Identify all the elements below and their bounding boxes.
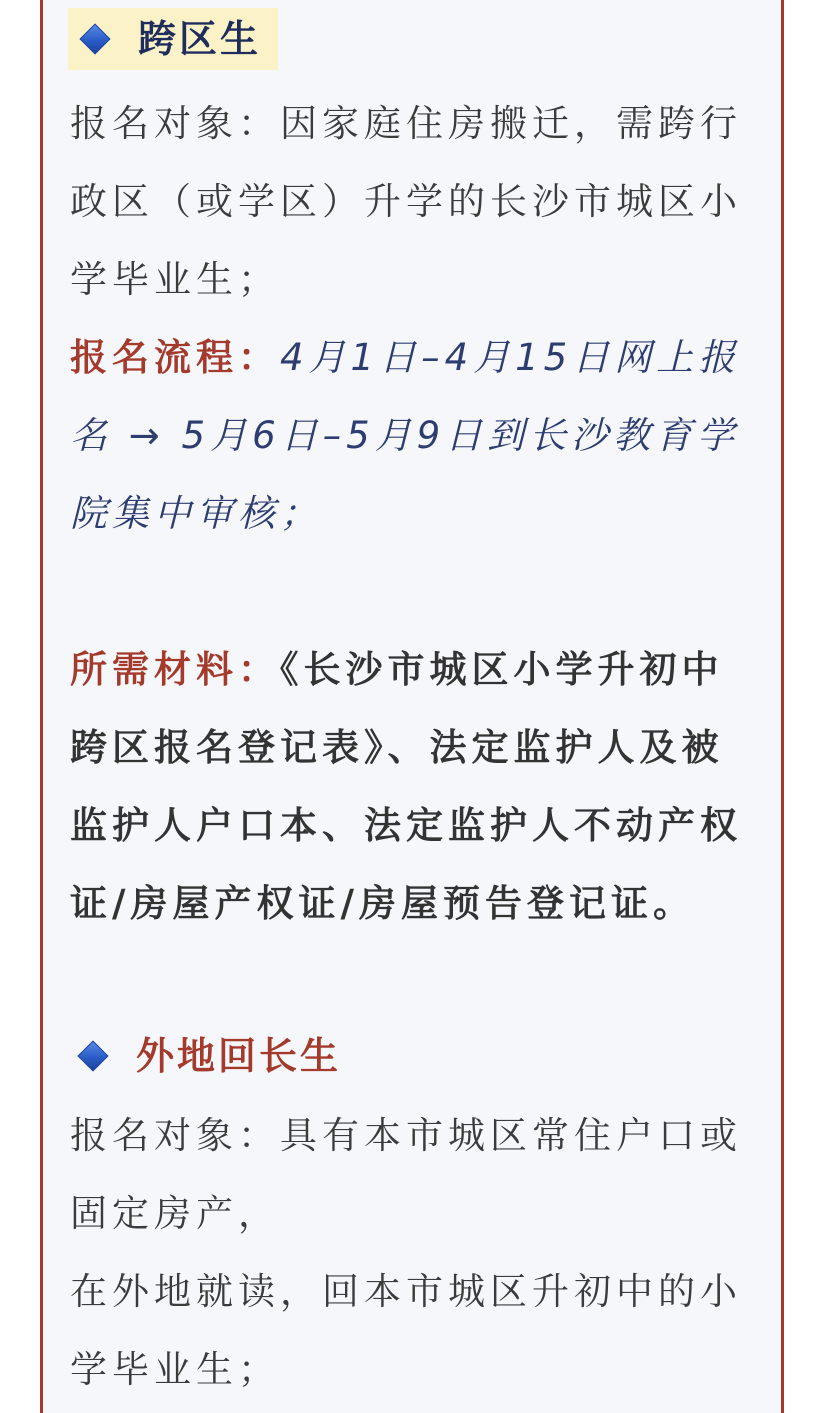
materials-line: [70, 648, 724, 692]
target-text-line: 政区（或学区）升学的长沙市城区小: [70, 180, 742, 223]
target-text-line: 在外地就读，回本市城区升初中的小: [70, 1270, 742, 1313]
materials-text-line: 跨区报名登记表》、法定监护人及被: [70, 726, 724, 769]
section-heading-cross-district: 跨区生: [138, 17, 262, 61]
section-heading-returning: 外地回长生: [136, 1034, 342, 1078]
process-line: [70, 336, 740, 380]
materials-text: 《长沙市城区小学升初中: [280, 648, 724, 691]
process-text: 4月1日–4月15日网上报: [280, 336, 741, 379]
process-label: 报名流程：: [70, 336, 280, 379]
target-text-line: 学毕业生；: [70, 258, 280, 301]
target-text-line: 固定房产，: [70, 1192, 280, 1235]
materials-text-line: 监护人户口本、法定监护人不动产权: [70, 804, 742, 847]
target-text-line: 学毕业生；: [70, 1348, 280, 1391]
materials-text-line: 证/房屋产权证/房屋预告登记证。: [70, 882, 696, 925]
process-text-line: 名 → 5月6日–5月9日到长沙教育学: [70, 414, 740, 457]
materials-label: 所需材料：: [70, 648, 280, 691]
target-text-line: 报名对象：具有本市城区常住户口或: [70, 1114, 742, 1157]
target-text-line: 报名对象：因家庭住房搬迁，需跨行: [70, 102, 742, 145]
process-text-line: 院集中审核；: [70, 492, 322, 535]
